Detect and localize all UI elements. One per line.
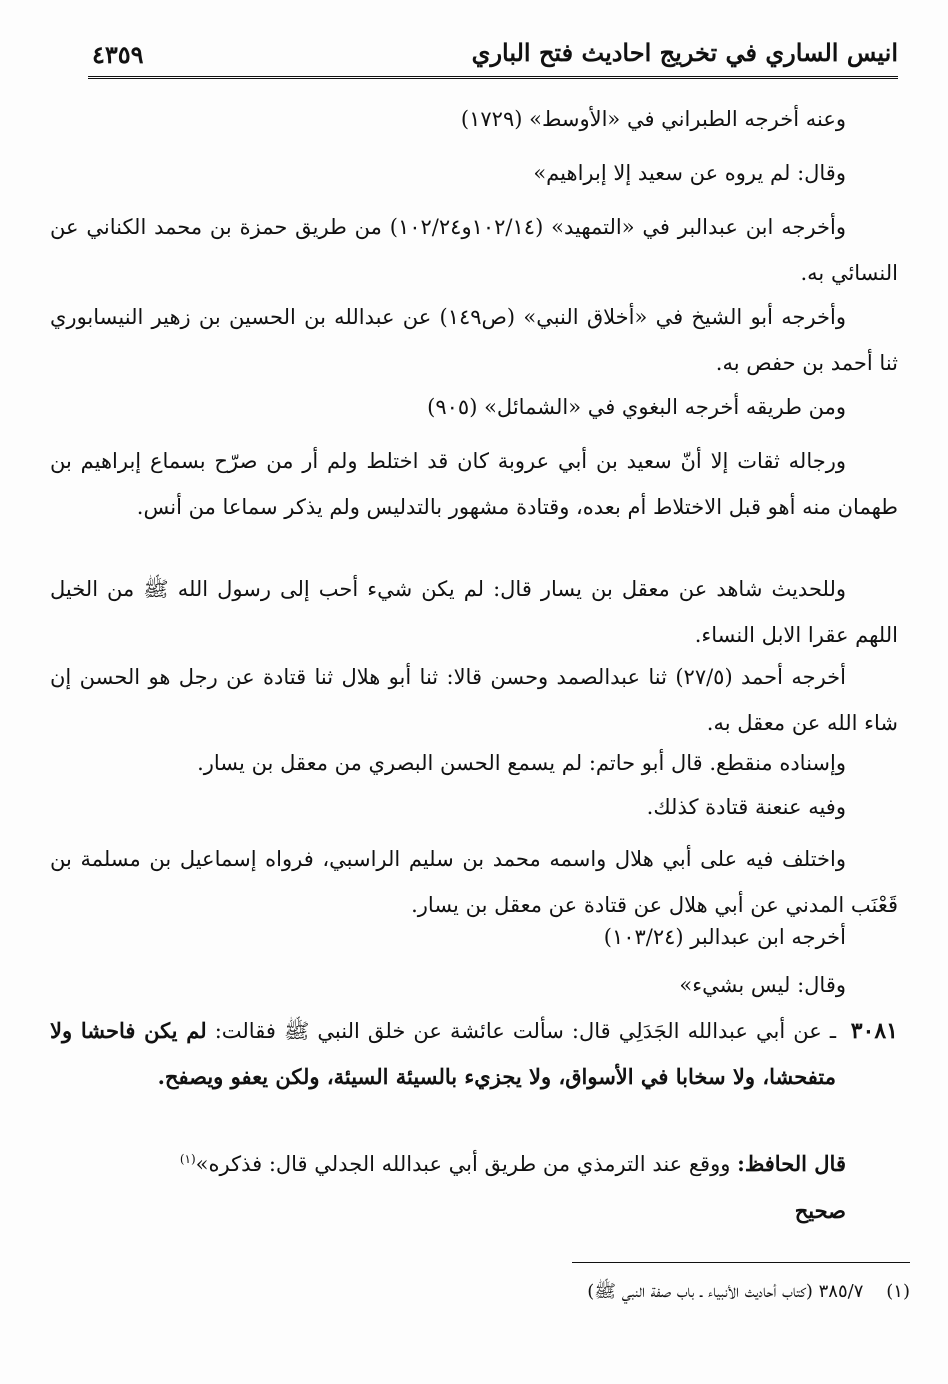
footnote-marker: (١) — [886, 1281, 910, 1302]
paragraph: وقال: ليس بشيء» — [679, 973, 846, 997]
paragraph: وللحديث شاهد عن معقل بن يسار قال: لم يكن شيء أحب إلى رسول الله ﷺ من الخيل اللهم عقرا الابل النساء. — [50, 577, 898, 647]
paragraph: أخرجه أحمد (٢٧/٥) ثنا عبدالصمد وحسن قالا: ثنا أبو هلال ثنا قتادة عن رجل هو الحسن إن شاء الله عن معقل به. — [50, 665, 898, 735]
hafiz-paragraph — [50, 1136, 898, 1187]
hadith-block — [50, 1008, 898, 1100]
paragraph: وإسناده منقطع. قال أبو حاتم: لم يسمع الحسن البصري من معقل بن يسار. — [197, 751, 846, 775]
paragraph: وعنه أخرجه الطبراني في «الأوسط» (١٧٢٩) — [460, 107, 846, 131]
paragraph: ومن طريقه أخرجه البغوي في «الشمائل» (٩٠٥) — [427, 395, 846, 419]
paragraph: وفيه عنعنة قتادة كذلك. — [646, 795, 846, 819]
hadith-number: ٣٠٨١ — [850, 1018, 898, 1044]
paragraph: واختلف فيه على أبي هلال واسمه محمد بن سليم الراسبي، فرواه إسماعيل بن مسلمة بن قَعْنَب المدني عن أبي هلال عن قتادة عن معقل بن يسار. — [50, 847, 898, 917]
paragraph: وقال: لم يروه عن سعيد إلا إبراهيم» — [533, 161, 846, 185]
book-title: انيس الساري في تخريج احاديث فتح الباري — [471, 38, 898, 67]
hafiz-label: قال الحافظ: — [737, 1151, 846, 1176]
paragraph: ورجاله ثقات إلا أنّ سعيد بن أبي عروبة كان قد اختلط ولم أر من صرّح بسماع إبراهيم بن طهمان منه أهو قبل الاختلاط أم بعده، وقتادة مشهور بالتدليس ولم يذكر سماعا من أنس. — [50, 449, 898, 519]
footnote-text: ٣٨٥/٧ (كتاب أحاديث الأنبياء ـ باب صفة النبي ﷺ) — [587, 1281, 864, 1302]
hadith-isnad: ـ عن أبي عبدالله الجَدَلِي قال: سألت عائشة عن خلق النبي ﷺ فقالت: — [206, 1019, 837, 1043]
page-number: ٤٣٥٩ — [92, 40, 144, 69]
hadith-matn: لم يكن فاحشا ولا متفحشا، ولا سخابا في الأسواق، ولا يجزيء بالسيئة السيئة، ولكن يعفو ويصفح. — [50, 1018, 836, 1089]
paragraph: أخرجه ابن عبدالبر (١٠٣/٢٤) — [603, 925, 846, 949]
paragraph: وأخرجه أبو الشيخ في «أخلاق النبي» (ص١٤٩) عن عبدالله بن الحسين بن زهير النيسابوري ثنا أحمد بن حفص به. — [50, 305, 898, 375]
running-header — [88, 34, 898, 79]
paragraph: وأخرجه ابن عبدالبر في «التمهيد» (١٠٢/١٤و١٠٢/٢٤) من طريق حمزة بن محمد الكناني عن النسائي به. — [50, 215, 898, 285]
footnote-divider — [572, 1262, 910, 1263]
footnote — [40, 1278, 910, 1306]
hadith-text — [50, 1008, 836, 1100]
footnote-reference: (١) — [179, 1152, 196, 1166]
hadith-grade: صحيح — [794, 1198, 846, 1223]
hafiz-text: ووقع عند الترمذي من طريق أبي عبدالله الجدلي قال: فذكره» — [195, 1152, 731, 1176]
